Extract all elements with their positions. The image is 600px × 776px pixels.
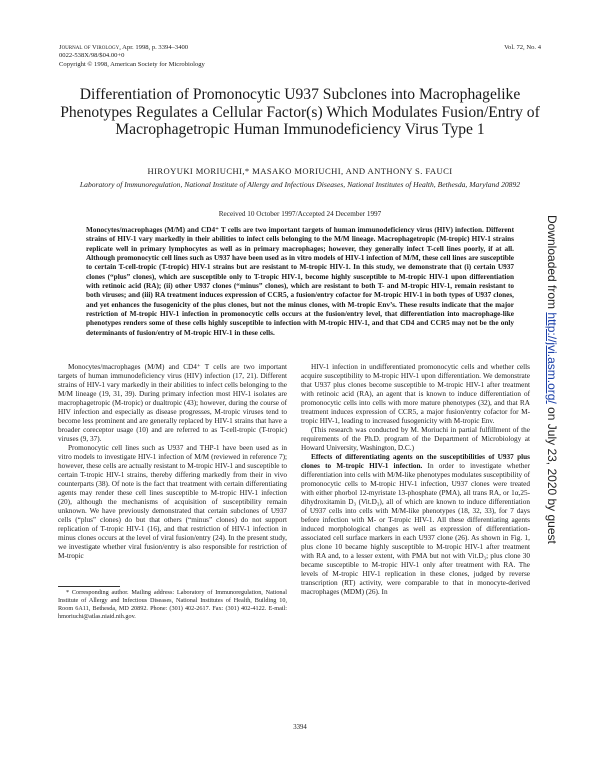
body-paragraph: Monocytes/macrophages (M/M) and CD4⁺ T cells are two important targets of human immunodeficiency virus (HIV) infection (17, 21). Different strains of HIV-1 vary markedly in their abilities to infect cells belonging to the M/M lineage (19, 31, 39). During primary infection most HIV-1 isolates are macrophagetropic (M-tropic) or dualtropic (43); however, during the course of HIV infection and especially as disease progresses, M-tropic viruses tend to become less prominent and are generally replaced by HIV-1 strains that have a broader coreceptor usage (10) and are referred to as T-cell-tropic (T-tropic) viruses (9, 37). bbox=[58, 363, 287, 443]
download-suffix: on July 23, 2020 by guest bbox=[545, 403, 559, 544]
abstract: Monocytes/macrophages (M/M) and CD4⁺ T cells are two important targets of human immunodeficiency virus (HIV) infection. Different strains of HIV-1 vary markedly in their abilities to infect cells belonging to the M/M lineage. Macrophagetropic (M-tropic) HIV-1 strains replicate well in primary lymphocytes as well as in primary macrophages; however, they generally infect T-cell lines poorly, if at all. Although promonocytic cell lines such as U937 have been used as in vitro models of HIV-1 infection of M/M, these cell lines are susceptible to certain T-cell-tropic (T-tropic) HIV-1 strains but are resistant to M-tropic HIV-1. In this study, we demonstrate that (i) certain U937 clones (“plus” clones), which are susceptible only to T-tropic HIV-1, become highly susceptible to M-tropic HIV-1 upon differentiation with retinoic acid (RA); (ii) other U937 clones (“minus” clones), which are resistant to both T- and M-tropic HIV-1, remain resistant to both viruses; and (iii) RA treatment induces expression of CCR5, a fusion/entry cofactor for M-tropic HIV-1 in both types of U937 clones, and yet enhances the fusogenicity of the plus clones, but not the minus clones, with M-tropic Env’s. These results indicate that the major restriction of M-tropic HIV-1 infection in promonocytic cells occurs at the fusion/entry level, that differentiation into macrophage-like phenotypes renders some of these cells highly susceptible to infection with M-tropic HIV-1, and that CD4 and CCR5 may not be the only determinants of fusion/entry of M-tropic HIV-1 in these cells. bbox=[86, 226, 514, 337]
body-column-right bbox=[301, 363, 530, 597]
volume-issue: Vol. 72, No. 4 bbox=[504, 44, 541, 51]
body-column-left bbox=[58, 363, 287, 561]
body-paragraph: HIV-1 infection in undifferentiated promonocytic cells and whether cells acquire susceptibility to M-tropic HIV-1 upon differentiation. We demonstrate that U937 plus clones become susceptible to M-tropic HIV-1 after treatment with retinoic acid (RA), an agent that is known to induce differentiation of promonocytic cells into cells with more mature phenotypes (32), and that RA treatment induces expression of CCR5, a major fusion/entry cofactor for M-tropic HIV-1, leading to increased fusogenicity with M-tropic Env. bbox=[301, 363, 530, 425]
footnote-divider bbox=[58, 586, 120, 587]
section-paragraph bbox=[301, 453, 530, 597]
copyright: Copyright © 1998, American Society for Microbiology bbox=[59, 60, 205, 68]
download-watermark bbox=[540, 215, 564, 545]
body-paragraph: (This research was conducted by M. Moriuchi in partial fulfillment of the requirements of the Ph.D. program of the Department of Microbiology at Howard University, Washington, D.C.) bbox=[301, 426, 530, 452]
authors: HIROYUKI MORIUCHI,* MASAKO MORIUCHI, AND ANTHONY S. FAUCI bbox=[147, 166, 453, 176]
section-text: In order to investigate whether differentiation into cells with M/M-like phenotypes modulates susceptibility of promonocytic cells to M-tropic HIV-1 infection, U937 clones were treated with either phorbol 12-myristate 13-phosphate (PMA), all trans RA, or 1α,25-dihydroxitamin D₃ (Vit.D₃), all of which are known to induce differentiation of U937 cells into cells with M/M-like phenotypes (18, 32, 33), for 7 days before infection with M- or T-tropic HIV-1. All these differentiating agents induced morphological changes as well as expression of differentiation-associated cell surface markers in each U937 clone (26). As shown in Fig. 1, plus clone 10 became highly susceptible to M-tropic HIV-1 after treatment with RA and, to a lesser extent, with PMA but not with Vit.D₃; plus clone 30 became susceptible to M-tropic HIV-1 only after treatment with RA. The levels of M-tropic HIV-1 replication in these clones, judged by reverse transcription (RT) activity, were comparable to that in monocyte-derived macrophages (MDM) (26). In bbox=[301, 462, 531, 596]
body-paragraph: Promonocytic cell lines such as U937 and THP-1 have been used as in vitro models to investigate HIV-1 infection of M/M (reviewed in reference 7); however, these cells are actually resistant to M-tropic HIV-1 and susceptible to certain T-tropic HIV-1 strains, thereby differing markedly from their in vivo counterparts (38). Of note is the fact that treatment with certain differentiating agents may render these cell lines susceptible to M-tropic HIV-1 infection (20), although the mechanisms of acquisition of susceptibility remain unknown. We have previously demonstrated that certain subclones of U937 cells (“plus” clones) do but that others (“minus” clones) do not support replication of T-tropic HIV-1 (16), and that restriction of HIV-1 infection in minus clones occurs at the level of viral fusion/entry (24). In the present study, we investigate whether viral fusion/entry is also responsible for restriction of M-tropic bbox=[58, 444, 287, 560]
section-heading: Effects of differentiating agents on the susceptibilities of U937 plus clones to M-tropic HIV-1 infection. bbox=[301, 453, 530, 470]
issn: 0022-538X/98/$04.00+0 bbox=[59, 52, 125, 60]
page-number: 3394 bbox=[293, 724, 307, 731]
journal-link[interactable]: http://jvi.asm.org/ bbox=[545, 312, 559, 404]
journal-name: Journal of Virology bbox=[59, 44, 120, 51]
affiliation: Laboratory of Immunoregulation, National Institute of Allergy and Infectious Diseases, National Institutes of Health, Bethesda, Maryland 20892 bbox=[79, 180, 521, 189]
received-date: Received 10 October 1997/Accepted 24 December 1997 bbox=[218, 210, 382, 218]
journal-citation: , Apr. 1998, p. 3394–3400 bbox=[119, 44, 189, 51]
download-prefix: Downloaded from bbox=[545, 215, 559, 313]
corresponding-author-footnote: * Corresponding author. Mailing address: Laboratory of Immunoregulation, National Institute of Allergy and Infectious Diseases, National Institutes of Health, Building 10, Room 6A11, Bethesda, MD 20892. Phone: (301) 402-2617. Fax: (301) 402-4122. E-mail: hmoriuchi@atlas.niaid.nih.gov. bbox=[58, 589, 287, 620]
article-title: Differentiation of Promonocytic U937 Subclones into Macrophagelike Phenotypes Regulates a Cellular Factor(s) Which Modulates Fusion/Entry of Macrophagetropic Human Immunodeficiency Virus Type 1 bbox=[60, 86, 540, 139]
running-header-left bbox=[59, 44, 205, 69]
